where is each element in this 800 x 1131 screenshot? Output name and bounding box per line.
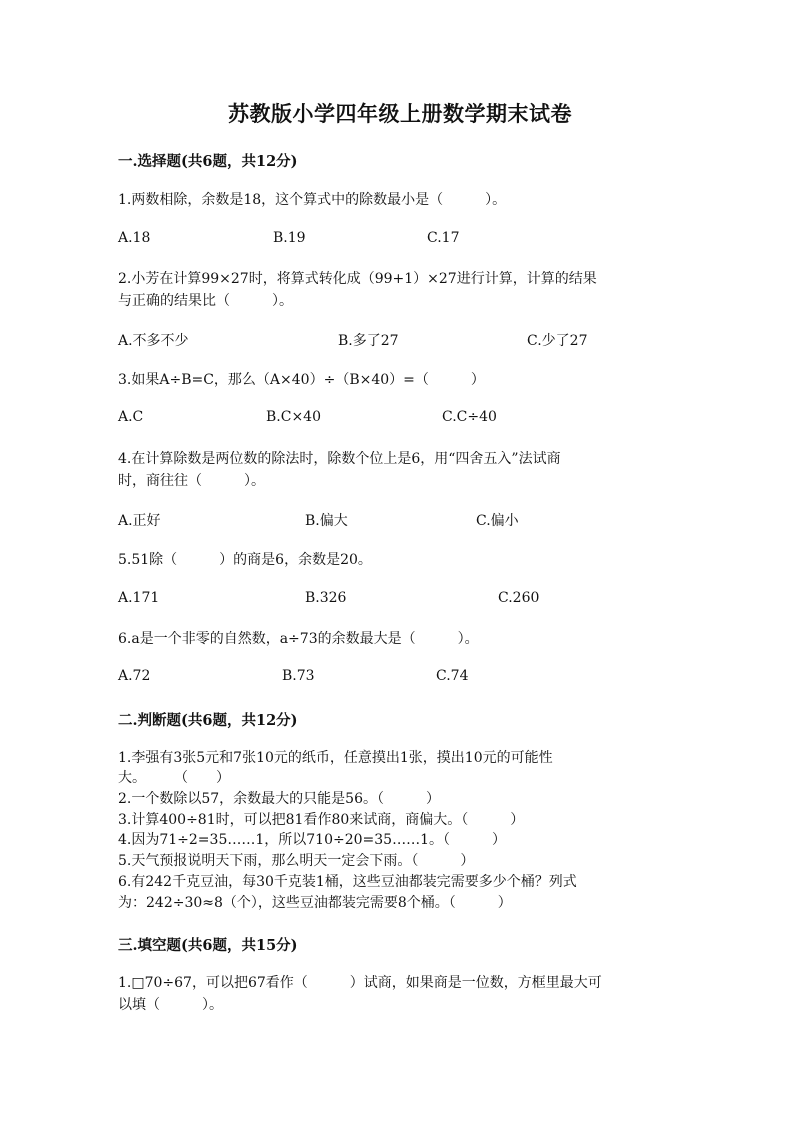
section-heading-choice: 一.选择题(共6题，共12分) <box>118 153 298 170</box>
judgement-line: 4.因为71÷2=35……1，所以710÷20=35……1。（ ） <box>118 832 506 848</box>
question-2-text-line-1: 2.小芳在计算99×27时，将算式转化成（99+1）×27进行计算，计算的结果 <box>118 271 597 287</box>
fill-blank-line: 以填（ ）。 <box>118 997 223 1013</box>
question-4-option-b: B.偏大 <box>305 513 348 529</box>
question-2-text-line-2: 与正确的结果比（ ）。 <box>118 293 293 309</box>
question-1-text: 1.两数相除，余数是18，这个算式中的除数最小是（ ）。 <box>118 192 507 208</box>
section-heading-judgement: 二.判断题(共6题，共12分) <box>118 712 298 729</box>
question-2-option-b: B.多了27 <box>338 333 399 349</box>
judgement-line: 6.有242千克豆油，每30千克装1桶，这些豆油都装完需要多少个桶？列式 <box>118 874 577 890</box>
question-6-option-b: B.73 <box>282 668 315 684</box>
question-4-text-line-1: 4.在计算除数是两位数的除法时，除数个位上是6，用“四舍五入”法试商 <box>118 451 561 467</box>
question-2-option-a: A.不多不少 <box>118 333 189 349</box>
section-heading-fill-blank: 三.填空题(共6题，共15分) <box>118 937 298 954</box>
question-6-text: 6.a是一个非零的自然数，a÷73的余数最大是（ ）。 <box>118 631 479 647</box>
judgement-line: 3.计算400÷81时，可以把81看作80来试商，商偏大。（ ） <box>118 812 525 828</box>
question-4-option-c: C.偏小 <box>476 513 519 529</box>
question-4-text-line-2: 时，商往往（ ）。 <box>118 473 265 489</box>
question-5-option-c: C.260 <box>498 590 540 606</box>
question-6-option-c: C.74 <box>436 668 469 684</box>
judgement-line: 大。 （ ） <box>118 770 230 786</box>
judgement-line: 2.一个数除以57，余数最大的只能是56。（ ） <box>118 791 440 807</box>
question-4-option-a: A.正好 <box>118 513 161 529</box>
question-6-option-a: A.72 <box>118 668 151 684</box>
question-3-option-c: C.C÷40 <box>442 409 497 425</box>
judgement-line: 为：242÷30≈8（个），这些豆油都装完需要8个桶。（ ） <box>118 895 512 911</box>
exam-title: 苏教版小学四年级上册数学期末试卷 <box>228 101 572 126</box>
judgement-line: 1.李强有3张5元和7张10元的纸币，任意摸出1张，摸出10元的可能性 <box>118 750 553 766</box>
question-1-option-b: B.19 <box>273 230 306 246</box>
question-2-option-c: C.少了27 <box>527 333 588 349</box>
question-1-option-a: A.18 <box>118 230 151 246</box>
question-3-option-a: A.C <box>118 409 144 425</box>
question-3-text: 3.如果A÷B=C，那么（A×40）÷（B×40）=（ ） <box>118 372 485 388</box>
question-5-option-a: A.171 <box>118 590 160 606</box>
question-5-text: 5.51除（ ）的商是6，余数是20。 <box>118 552 372 568</box>
question-3-option-b: B.C×40 <box>266 409 321 425</box>
question-5-option-b: B.326 <box>305 590 347 606</box>
judgement-line: 5.天气预报说明天下雨，那么明天一定会下雨。（ ） <box>118 853 475 869</box>
question-1-option-c: C.17 <box>427 230 460 246</box>
fill-blank-line: 1.□70÷67，可以把67看作（ ）试商，如果商是一位数，方框里最大可 <box>118 975 602 991</box>
